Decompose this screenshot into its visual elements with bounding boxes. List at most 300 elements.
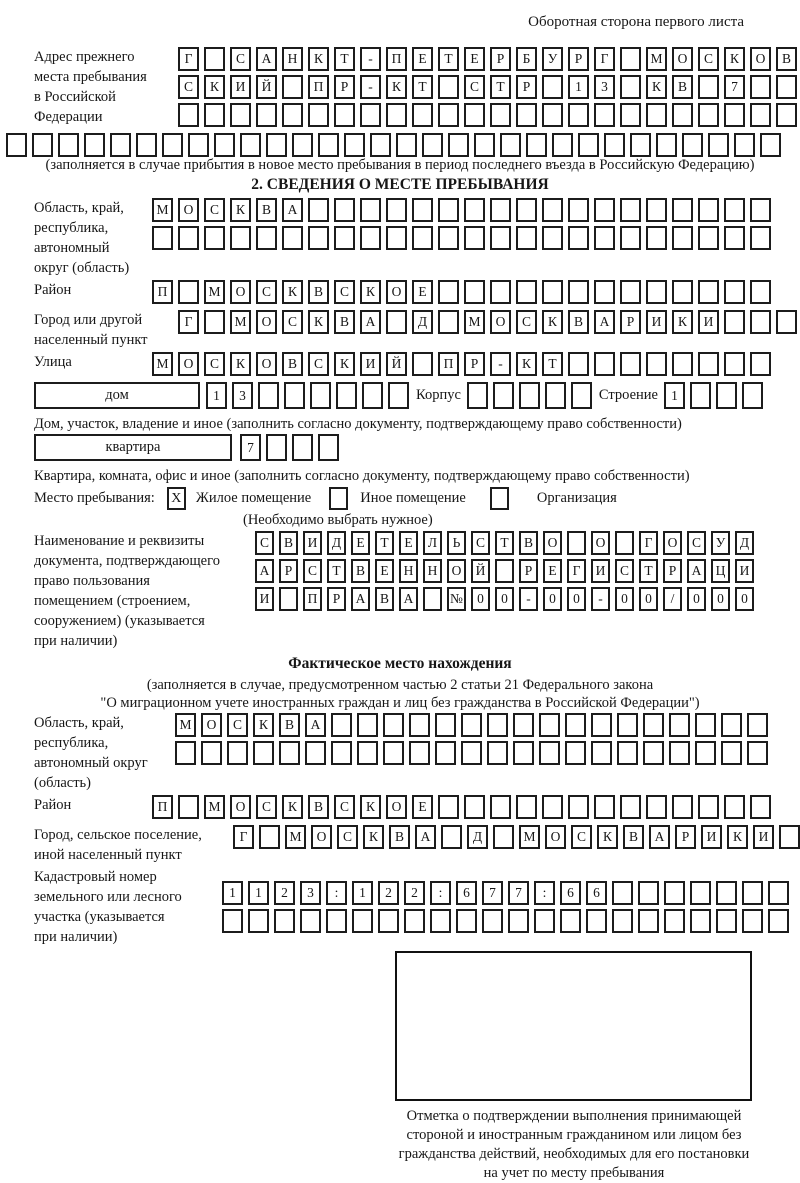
char-cell[interactable]: О <box>545 825 566 849</box>
char-cell[interactable] <box>438 198 459 222</box>
char-cell[interactable] <box>467 382 488 409</box>
char-cell[interactable] <box>487 713 508 737</box>
char-cell[interactable] <box>716 382 737 409</box>
char-cell[interactable]: Т <box>334 47 355 71</box>
char-cell[interactable] <box>539 713 560 737</box>
char-cell[interactable]: С <box>255 531 274 555</box>
char-cell[interactable] <box>672 352 693 376</box>
char-cell[interactable] <box>747 741 768 765</box>
char-cell[interactable] <box>672 226 693 250</box>
char-cell[interactable] <box>438 226 459 250</box>
char-cell[interactable] <box>568 103 589 127</box>
char-cell[interactable] <box>248 909 269 933</box>
char-cell[interactable] <box>282 75 303 99</box>
char-cell[interactable] <box>698 75 719 99</box>
char-cell[interactable]: Й <box>386 352 407 376</box>
char-cell[interactable] <box>188 133 209 157</box>
char-cell[interactable]: 1 <box>206 382 227 409</box>
char-cell[interactable] <box>388 382 409 409</box>
char-cell[interactable]: : <box>326 881 347 905</box>
char-cell[interactable] <box>266 434 287 461</box>
char-cell[interactable]: А <box>594 310 615 334</box>
char-cell[interactable]: С <box>516 310 537 334</box>
char-cell[interactable]: К <box>230 352 251 376</box>
char-cell[interactable] <box>386 103 407 127</box>
char-cell[interactable] <box>308 226 329 250</box>
char-cell[interactable] <box>646 795 667 819</box>
char-cell[interactable]: И <box>360 352 381 376</box>
char-cell[interactable] <box>604 133 625 157</box>
char-cell[interactable] <box>383 741 404 765</box>
char-cell[interactable] <box>750 352 771 376</box>
char-cell[interactable]: В <box>351 559 370 583</box>
char-cell[interactable] <box>490 103 511 127</box>
char-cell[interactable] <box>594 226 615 250</box>
char-cell[interactable]: О <box>230 280 251 304</box>
char-cell[interactable]: И <box>303 531 322 555</box>
char-cell[interactable]: Е <box>375 559 394 583</box>
char-cell[interactable]: И <box>735 559 754 583</box>
char-cell[interactable]: О <box>201 713 222 737</box>
char-cell[interactable] <box>256 226 277 250</box>
char-cell[interactable]: Т <box>438 47 459 71</box>
char-cell[interactable]: С <box>571 825 592 849</box>
char-cell[interactable]: : <box>534 881 555 905</box>
char-cell[interactable]: О <box>447 559 466 583</box>
char-cell[interactable] <box>750 310 771 334</box>
char-cell[interactable] <box>461 713 482 737</box>
char-cell[interactable] <box>768 909 789 933</box>
char-cell[interactable] <box>638 909 659 933</box>
char-cell[interactable] <box>409 741 430 765</box>
char-cell[interactable] <box>360 198 381 222</box>
char-cell[interactable] <box>578 133 599 157</box>
char-cell[interactable]: И <box>698 310 719 334</box>
char-cell[interactable] <box>721 713 742 737</box>
char-cell[interactable]: К <box>646 75 667 99</box>
char-cell[interactable]: М <box>230 310 251 334</box>
char-cell[interactable] <box>690 909 711 933</box>
char-cell[interactable]: В <box>256 198 277 222</box>
char-cell[interactable] <box>441 825 462 849</box>
char-cell[interactable] <box>448 133 469 157</box>
char-cell[interactable]: А <box>649 825 670 849</box>
char-cell[interactable] <box>493 825 514 849</box>
char-cell[interactable]: Н <box>423 559 442 583</box>
char-cell[interactable] <box>438 280 459 304</box>
char-cell[interactable]: 0 <box>543 587 562 611</box>
char-cell[interactable]: - <box>360 47 381 71</box>
char-cell[interactable] <box>357 713 378 737</box>
char-cell[interactable] <box>591 741 612 765</box>
char-cell[interactable]: Г <box>639 531 658 555</box>
char-cell[interactable] <box>404 909 425 933</box>
char-cell[interactable] <box>204 103 225 127</box>
char-cell[interactable]: Е <box>412 280 433 304</box>
char-cell[interactable]: Р <box>516 75 537 99</box>
char-cell[interactable]: К <box>308 47 329 71</box>
char-cell[interactable]: К <box>253 713 274 737</box>
char-cell[interactable] <box>682 133 703 157</box>
char-cell[interactable] <box>318 133 339 157</box>
char-cell[interactable]: С <box>256 280 277 304</box>
char-cell[interactable] <box>776 103 797 127</box>
char-cell[interactable]: В <box>568 310 589 334</box>
char-cell[interactable]: О <box>543 531 562 555</box>
char-cell[interactable] <box>259 825 280 849</box>
char-cell[interactable] <box>646 352 667 376</box>
char-cell[interactable] <box>136 133 157 157</box>
char-cell[interactable]: Т <box>495 531 514 555</box>
char-cell[interactable] <box>760 133 781 157</box>
char-cell[interactable]: Д <box>412 310 433 334</box>
char-cell[interactable] <box>412 226 433 250</box>
char-cell[interactable] <box>178 795 199 819</box>
char-cell[interactable] <box>646 198 667 222</box>
char-cell[interactable] <box>612 909 633 933</box>
char-cell[interactable]: Ь <box>447 531 466 555</box>
char-cell[interactable] <box>742 909 763 933</box>
char-cell[interactable] <box>214 133 235 157</box>
char-cell[interactable]: П <box>303 587 322 611</box>
char-cell[interactable] <box>490 280 511 304</box>
char-cell[interactable] <box>724 198 745 222</box>
char-cell[interactable] <box>438 795 459 819</box>
char-cell[interactable]: 3 <box>232 382 253 409</box>
char-cell[interactable] <box>396 133 417 157</box>
char-cell[interactable] <box>230 226 251 250</box>
char-cell[interactable] <box>542 280 563 304</box>
char-cell[interactable] <box>594 795 615 819</box>
char-cell[interactable]: 7 <box>482 881 503 905</box>
char-cell[interactable] <box>508 909 529 933</box>
char-cell[interactable] <box>721 741 742 765</box>
char-cell[interactable] <box>305 741 326 765</box>
char-cell[interactable]: К <box>360 280 381 304</box>
char-cell[interactable]: С <box>204 352 225 376</box>
char-cell[interactable]: № <box>447 587 466 611</box>
char-cell[interactable]: О <box>311 825 332 849</box>
char-cell[interactable]: Т <box>375 531 394 555</box>
char-cell[interactable] <box>568 226 589 250</box>
char-cell[interactable]: О <box>178 352 199 376</box>
char-cell[interactable]: 7 <box>724 75 745 99</box>
char-cell[interactable]: Д <box>735 531 754 555</box>
char-cell[interactable]: Й <box>256 75 277 99</box>
char-cell[interactable]: Т <box>412 75 433 99</box>
char-cell[interactable]: Н <box>399 559 418 583</box>
char-cell[interactable] <box>750 103 771 127</box>
char-cell[interactable]: К <box>542 310 563 334</box>
char-cell[interactable] <box>612 881 633 905</box>
char-cell[interactable]: 0 <box>471 587 490 611</box>
char-cell[interactable] <box>464 198 485 222</box>
char-cell[interactable]: С <box>337 825 358 849</box>
char-cell[interactable] <box>204 310 225 334</box>
char-cell[interactable] <box>256 103 277 127</box>
char-cell[interactable]: С <box>282 310 303 334</box>
char-cell[interactable]: К <box>308 310 329 334</box>
char-cell[interactable] <box>690 881 711 905</box>
char-cell[interactable] <box>724 795 745 819</box>
char-cell[interactable] <box>266 133 287 157</box>
char-cell[interactable] <box>360 103 381 127</box>
char-cell[interactable] <box>282 103 303 127</box>
char-cell[interactable]: И <box>230 75 251 99</box>
char-cell[interactable] <box>357 741 378 765</box>
char-cell[interactable]: Н <box>282 47 303 71</box>
char-cell[interactable] <box>690 382 711 409</box>
char-cell[interactable] <box>482 909 503 933</box>
char-cell[interactable]: Р <box>464 352 485 376</box>
char-cell[interactable]: В <box>776 47 797 71</box>
char-cell[interactable]: В <box>375 587 394 611</box>
char-cell[interactable]: Р <box>490 47 511 71</box>
char-cell[interactable] <box>552 133 573 157</box>
char-cell[interactable] <box>386 198 407 222</box>
char-cell[interactable]: 1 <box>248 881 269 905</box>
char-cell[interactable] <box>620 47 641 71</box>
char-cell[interactable]: Р <box>568 47 589 71</box>
char-cell[interactable]: П <box>152 280 173 304</box>
char-cell[interactable]: 7 <box>240 434 261 461</box>
char-cell[interactable]: - <box>519 587 538 611</box>
char-cell[interactable]: И <box>591 559 610 583</box>
char-cell[interactable] <box>204 226 225 250</box>
char-cell[interactable] <box>423 587 442 611</box>
char-cell[interactable] <box>698 280 719 304</box>
char-cell[interactable]: О <box>178 198 199 222</box>
char-cell[interactable]: 1 <box>222 881 243 905</box>
char-cell[interactable] <box>617 741 638 765</box>
char-cell[interactable] <box>110 133 131 157</box>
char-cell[interactable] <box>724 352 745 376</box>
char-cell[interactable]: В <box>672 75 693 99</box>
char-cell[interactable]: Е <box>543 559 562 583</box>
char-cell[interactable] <box>698 226 719 250</box>
char-cell[interactable]: Р <box>675 825 696 849</box>
char-cell[interactable] <box>724 103 745 127</box>
char-cell[interactable]: И <box>701 825 722 849</box>
char-cell[interactable]: М <box>285 825 306 849</box>
char-cell[interactable] <box>435 713 456 737</box>
char-cell[interactable]: М <box>464 310 485 334</box>
char-cell[interactable] <box>362 382 383 409</box>
char-cell[interactable]: И <box>255 587 274 611</box>
char-cell[interactable] <box>490 226 511 250</box>
char-cell[interactable] <box>750 795 771 819</box>
char-cell[interactable]: А <box>687 559 706 583</box>
char-cell[interactable]: К <box>516 352 537 376</box>
char-cell[interactable]: П <box>386 47 407 71</box>
char-cell[interactable]: 2 <box>404 881 425 905</box>
char-cell[interactable] <box>513 741 534 765</box>
char-cell[interactable]: А <box>282 198 303 222</box>
char-cell[interactable] <box>646 280 667 304</box>
char-cell[interactable] <box>672 280 693 304</box>
char-cell[interactable]: Р <box>279 559 298 583</box>
char-cell[interactable]: В <box>279 713 300 737</box>
char-cell[interactable] <box>620 226 641 250</box>
char-cell[interactable] <box>334 198 355 222</box>
char-cell[interactable]: Е <box>351 531 370 555</box>
char-cell[interactable]: - <box>490 352 511 376</box>
char-cell[interactable] <box>672 198 693 222</box>
char-cell[interactable] <box>201 741 222 765</box>
char-cell[interactable]: С <box>178 75 199 99</box>
char-cell[interactable]: 6 <box>560 881 581 905</box>
char-cell[interactable] <box>708 133 729 157</box>
char-cell[interactable] <box>58 133 79 157</box>
char-cell[interactable] <box>204 47 225 71</box>
char-cell[interactable]: 1 <box>568 75 589 99</box>
char-cell[interactable] <box>565 713 586 737</box>
checkbox-residential[interactable]: X <box>167 487 186 510</box>
char-cell[interactable] <box>178 226 199 250</box>
char-cell[interactable]: Р <box>620 310 641 334</box>
char-cell[interactable]: 0 <box>735 587 754 611</box>
char-cell[interactable]: У <box>711 531 730 555</box>
char-cell[interactable] <box>695 713 716 737</box>
char-cell[interactable] <box>542 75 563 99</box>
char-cell[interactable]: И <box>646 310 667 334</box>
char-cell[interactable]: К <box>672 310 693 334</box>
char-cell[interactable] <box>493 382 514 409</box>
char-cell[interactable] <box>534 909 555 933</box>
char-cell[interactable] <box>409 713 430 737</box>
char-cell[interactable] <box>716 881 737 905</box>
char-cell[interactable]: 0 <box>711 587 730 611</box>
char-cell[interactable] <box>258 382 279 409</box>
char-cell[interactable]: 0 <box>639 587 658 611</box>
char-cell[interactable] <box>519 382 540 409</box>
char-cell[interactable] <box>669 713 690 737</box>
char-cell[interactable]: О <box>256 310 277 334</box>
char-cell[interactable] <box>162 133 183 157</box>
char-cell[interactable]: К <box>282 280 303 304</box>
char-cell[interactable]: П <box>438 352 459 376</box>
char-cell[interactable]: 3 <box>300 881 321 905</box>
char-cell[interactable]: Ц <box>711 559 730 583</box>
char-cell[interactable] <box>615 531 634 555</box>
char-cell[interactable]: - <box>591 587 610 611</box>
char-cell[interactable]: С <box>687 531 706 555</box>
char-cell[interactable] <box>742 881 763 905</box>
char-cell[interactable]: И <box>753 825 774 849</box>
char-cell[interactable] <box>334 226 355 250</box>
char-cell[interactable] <box>724 280 745 304</box>
char-cell[interactable] <box>318 434 339 461</box>
char-cell[interactable] <box>464 226 485 250</box>
char-cell[interactable] <box>594 352 615 376</box>
char-cell[interactable] <box>490 795 511 819</box>
char-cell[interactable]: Г <box>594 47 615 71</box>
char-cell[interactable] <box>331 741 352 765</box>
char-cell[interactable] <box>594 198 615 222</box>
char-cell[interactable] <box>594 103 615 127</box>
char-cell[interactable]: О <box>750 47 771 71</box>
char-cell[interactable] <box>438 75 459 99</box>
char-cell[interactable] <box>526 133 547 157</box>
char-cell[interactable] <box>542 103 563 127</box>
char-cell[interactable]: 7 <box>508 881 529 905</box>
char-cell[interactable]: Е <box>464 47 485 71</box>
char-cell[interactable] <box>344 133 365 157</box>
char-cell[interactable] <box>539 741 560 765</box>
char-cell[interactable] <box>672 103 693 127</box>
char-cell[interactable] <box>664 909 685 933</box>
char-cell[interactable] <box>750 75 771 99</box>
char-cell[interactable]: С <box>464 75 485 99</box>
char-cell[interactable] <box>490 198 511 222</box>
char-cell[interactable]: С <box>615 559 634 583</box>
char-cell[interactable]: В <box>282 352 303 376</box>
char-cell[interactable] <box>516 795 537 819</box>
char-cell[interactable] <box>253 741 274 765</box>
char-cell[interactable] <box>620 352 641 376</box>
char-cell[interactable] <box>84 133 105 157</box>
char-cell[interactable] <box>292 133 313 157</box>
char-cell[interactable]: О <box>591 531 610 555</box>
char-cell[interactable]: / <box>663 587 682 611</box>
char-cell[interactable]: О <box>490 310 511 334</box>
char-cell[interactable]: К <box>334 352 355 376</box>
char-cell[interactable] <box>279 587 298 611</box>
char-cell[interactable] <box>495 559 514 583</box>
char-cell[interactable]: М <box>152 198 173 222</box>
char-cell[interactable] <box>695 741 716 765</box>
char-cell[interactable]: О <box>386 795 407 819</box>
char-cell[interactable]: М <box>519 825 540 849</box>
char-cell[interactable]: - <box>360 75 381 99</box>
char-cell[interactable] <box>656 133 677 157</box>
char-cell[interactable] <box>734 133 755 157</box>
char-cell[interactable] <box>175 741 196 765</box>
char-cell[interactable]: 1 <box>664 382 685 409</box>
char-cell[interactable] <box>620 795 641 819</box>
char-cell[interactable]: 2 <box>274 881 295 905</box>
char-cell[interactable]: С <box>230 47 251 71</box>
char-cell[interactable] <box>516 198 537 222</box>
char-cell[interactable]: А <box>360 310 381 334</box>
char-cell[interactable] <box>487 741 508 765</box>
char-cell[interactable] <box>292 434 313 461</box>
char-cell[interactable] <box>568 198 589 222</box>
char-cell[interactable] <box>698 352 719 376</box>
char-cell[interactable]: В <box>623 825 644 849</box>
char-cell[interactable]: К <box>724 47 745 71</box>
char-cell[interactable]: М <box>175 713 196 737</box>
char-cell[interactable] <box>513 713 534 737</box>
char-cell[interactable] <box>747 713 768 737</box>
char-cell[interactable]: Д <box>467 825 488 849</box>
char-cell[interactable] <box>178 280 199 304</box>
char-cell[interactable] <box>776 310 797 334</box>
char-cell[interactable] <box>230 103 251 127</box>
char-cell[interactable] <box>516 226 537 250</box>
char-cell[interactable]: 3 <box>594 75 615 99</box>
char-cell[interactable] <box>331 713 352 737</box>
char-cell[interactable] <box>617 713 638 737</box>
char-cell[interactable]: М <box>646 47 667 71</box>
char-cell[interactable] <box>474 133 495 157</box>
char-cell[interactable] <box>352 909 373 933</box>
char-cell[interactable] <box>620 280 641 304</box>
char-cell[interactable]: Г <box>178 47 199 71</box>
char-cell[interactable] <box>386 226 407 250</box>
char-cell[interactable]: М <box>152 352 173 376</box>
char-cell[interactable] <box>284 382 305 409</box>
